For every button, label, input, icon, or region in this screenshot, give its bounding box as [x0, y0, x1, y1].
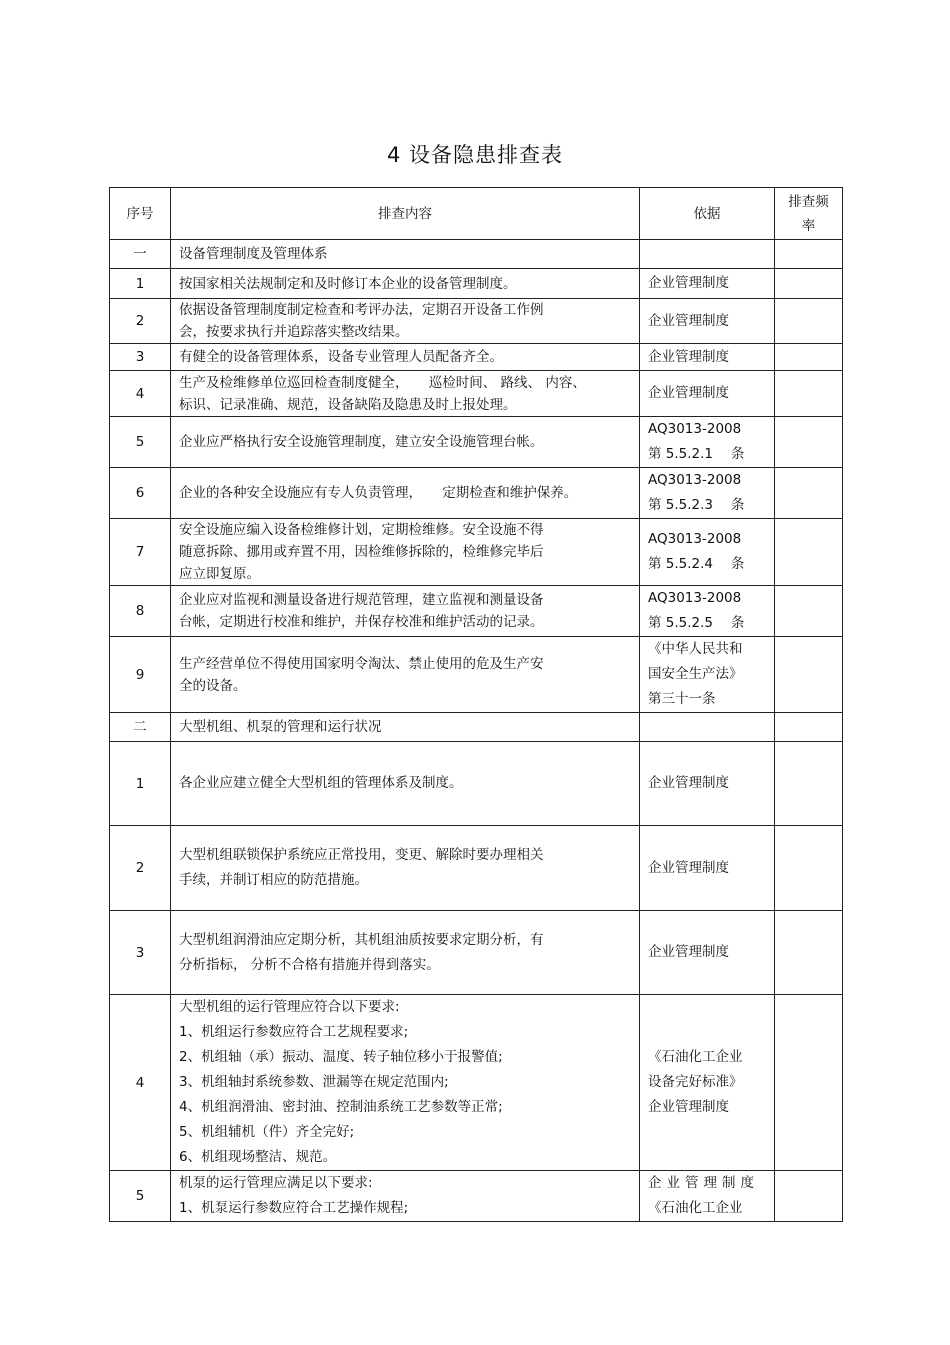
table-row: [110, 995, 843, 1171]
check-basis: [640, 299, 775, 344]
table-row: [110, 742, 843, 826]
check-frequency: [775, 911, 843, 995]
check-content: [171, 995, 640, 1171]
check-basis: [640, 417, 775, 468]
table-body: [110, 240, 843, 1222]
row-number: 6: [110, 468, 171, 519]
table-header-row: [110, 188, 843, 240]
table-row: [110, 417, 843, 468]
check-basis: [640, 519, 775, 586]
row-number: 2: [110, 826, 171, 911]
content-line: 设备管理制度及管理体系: [179, 246, 328, 262]
check-content: [171, 826, 640, 911]
check-basis: [640, 995, 775, 1171]
page-title: 4 设备隐患排查表: [386, 143, 564, 167]
table-row: [110, 371, 843, 417]
basis-line: 设备完好标准》: [648, 1074, 743, 1090]
content-line: 各企业应建立健全大型机组的管理体系及制度。: [179, 775, 463, 791]
content-line: 安全设施应编入设备检维修计划，定期检维修。安全设施不得: [179, 522, 544, 538]
table-row: [110, 637, 843, 713]
table-row: [110, 299, 843, 344]
check-frequency: [775, 417, 843, 468]
check-content: [171, 240, 640, 269]
row-number: 4: [110, 995, 171, 1171]
check-content: [171, 637, 640, 713]
check-content: [171, 1171, 640, 1222]
table-row: [110, 586, 843, 637]
header-basis: 依据: [640, 188, 775, 240]
row-number: 二: [110, 713, 171, 742]
hazard-check-table: [109, 187, 843, 1222]
content-line: 企业的各种安全设施应有专人负责管理， 定期检查和维护保养。: [179, 485, 578, 501]
row-number: 3: [110, 344, 171, 371]
check-frequency: [775, 995, 843, 1171]
check-basis: [640, 468, 775, 519]
row-number: 9: [110, 637, 171, 713]
basis-line: 第三十一条: [648, 691, 716, 707]
content-line: 1、机泵运行参数应符合工艺操作规程;: [179, 1200, 409, 1216]
content-line: 3、机组轴封系统参数、泄漏等在规定范围内;: [179, 1074, 449, 1090]
basis-line: 企业管理制度: [648, 859, 729, 876]
basis-line: 国安全生产法》: [648, 666, 743, 682]
content-line: 大型机组、机泵的管理和运行状况: [179, 719, 382, 735]
check-frequency: [775, 713, 843, 742]
section-row: [110, 240, 843, 269]
row-number: 5: [110, 1171, 171, 1222]
check-content: [171, 468, 640, 519]
basis-line: 企业管理制度: [648, 1175, 759, 1191]
check-frequency: [775, 371, 843, 417]
check-frequency: [775, 299, 843, 344]
basis-line: 《中华人民共和: [648, 641, 743, 657]
check-frequency: [775, 742, 843, 826]
basis-line: 第 5.5.2.4 条: [648, 556, 745, 572]
content-line: 大型机组联锁保护系统应正常投用，变更、解除时要办理相关: [179, 847, 544, 863]
check-frequency: [775, 826, 843, 911]
check-content: [171, 371, 640, 417]
row-number: 8: [110, 586, 171, 637]
header-no: 序号: [110, 188, 171, 240]
content-line: 1、机组运行参数应符合工艺规程要求;: [179, 1024, 409, 1040]
basis-line: 企业管理制度: [648, 385, 729, 401]
check-frequency: [775, 240, 843, 269]
basis-line: 第 5.5.2.5 条: [648, 615, 745, 631]
check-content: [171, 269, 640, 299]
basis-line: AQ3013-2008: [648, 590, 742, 606]
content-line: 2、机组轴（承）振动、温度、转子轴位移小于报警值;: [179, 1049, 503, 1065]
content-line: 企业应对监视和测量设备进行规范管理，建立监视和测量设备: [179, 592, 544, 608]
content-line: 生产经营单位不得使用国家明令淘汰、禁止使用的危及生产安: [179, 655, 544, 672]
row-number: 7: [110, 519, 171, 586]
check-basis: [640, 713, 775, 742]
basis-line: AQ3013-2008: [648, 421, 742, 437]
table-row: [110, 468, 843, 519]
table-row: [110, 519, 843, 586]
content-line: 大型机组的运行管理应符合以下要求:: [179, 999, 400, 1015]
check-frequency: [775, 637, 843, 713]
content-line: 按国家相关法规制定和及时修订本企业的设备管理制度。: [179, 275, 517, 292]
content-line: 全的设备。: [179, 677, 247, 694]
check-basis: [640, 240, 775, 269]
check-basis: [640, 637, 775, 713]
row-number: 4: [110, 371, 171, 417]
basis-line: 《石油化工企业: [648, 1049, 743, 1065]
content-line: 5、机组辅机（件）齐全完好;: [179, 1124, 355, 1140]
check-basis: [640, 826, 775, 911]
row-number: 1: [110, 269, 171, 299]
check-basis: [640, 371, 775, 417]
content-line: 机泵的运行管理应满足以下要求:: [179, 1175, 373, 1191]
basis-line: 第 5.5.2.3 条: [648, 497, 745, 513]
check-basis: [640, 344, 775, 371]
check-frequency: [775, 1171, 843, 1222]
basis-line: 第 5.5.2.1 条: [648, 446, 745, 462]
table-row: [110, 911, 843, 995]
check-basis: [640, 911, 775, 995]
check-frequency: [775, 269, 843, 299]
content-line: 应立即复原。: [179, 566, 260, 582]
content-line: 标识、记录准确、规范，设备缺陷及隐患及时上报处理。: [179, 396, 517, 413]
check-basis: [640, 586, 775, 637]
header-content: 排查内容: [171, 188, 640, 240]
row-number: 2: [110, 299, 171, 344]
content-line: 依据设备管理制度制定检查和考评办法，定期召开设备工作例: [179, 302, 544, 318]
check-basis: [640, 1171, 775, 1222]
table-row: [110, 1171, 843, 1222]
table-row: [110, 826, 843, 911]
content-line: 会，按要求执行并追踪落实整改结果。: [179, 324, 409, 340]
section-row: [110, 713, 843, 742]
content-line: 4、机组润滑油、密封油、控制油系统工艺参数等正常;: [179, 1099, 503, 1115]
row-number: 5: [110, 417, 171, 468]
basis-line: 企业管理制度: [648, 944, 729, 960]
check-frequency: [775, 519, 843, 586]
check-content: [171, 911, 640, 995]
check-content: [171, 417, 640, 468]
basis-line: 企业管理制度: [648, 275, 729, 291]
check-content: [171, 742, 640, 826]
check-content: [171, 713, 640, 742]
check-frequency: [775, 586, 843, 637]
check-basis: [640, 269, 775, 299]
content-line: 台帐，定期进行校准和维护，并保存校准和维护活动的记录。: [179, 614, 544, 630]
check-frequency: [775, 344, 843, 371]
content-line: 随意拆除、挪用或弃置不用，因检维修拆除的，检维修完毕后: [179, 544, 544, 560]
basis-line: 企业管理制度: [648, 312, 729, 329]
basis-line: 企业管理制度: [648, 348, 729, 365]
basis-line: 企业管理制度: [648, 1099, 729, 1115]
table-row: [110, 344, 843, 371]
table-row: [110, 269, 843, 299]
check-content: [171, 519, 640, 586]
basis-line: AQ3013-2008: [648, 531, 742, 547]
check-content: [171, 299, 640, 344]
row-number: 一: [110, 240, 171, 269]
content-line: 6、机组现场整洁、规范。: [179, 1149, 337, 1165]
content-line: 大型机组润滑油应定期分析，其机组油质按要求定期分析，有: [179, 931, 544, 948]
row-number: 1: [110, 742, 171, 826]
row-number: 3: [110, 911, 171, 995]
basis-line: 《石油化工企业: [648, 1200, 743, 1216]
check-content: [171, 344, 640, 371]
content-line: 企业应严格执行安全设施管理制度，建立安全设施管理台帐。: [179, 434, 544, 450]
check-content: [171, 586, 640, 637]
basis-line: 企业管理制度: [648, 775, 729, 791]
content-line: 分析指标， 分析不合格有措施并得到落实。: [179, 956, 440, 973]
check-frequency: [775, 468, 843, 519]
content-line: 生产及检维修单位巡回检查制度健全， 巡检时间、 路线、 内容、: [179, 374, 586, 391]
content-line: 有健全的设备管理体系，设备专业管理人员配备齐全。: [179, 349, 503, 365]
check-basis: [640, 742, 775, 826]
basis-line: AQ3013-2008: [648, 472, 742, 488]
content-line: 手续，并制订相应的防范措施。: [179, 872, 368, 888]
header-frequency: 排查频率: [775, 188, 843, 240]
